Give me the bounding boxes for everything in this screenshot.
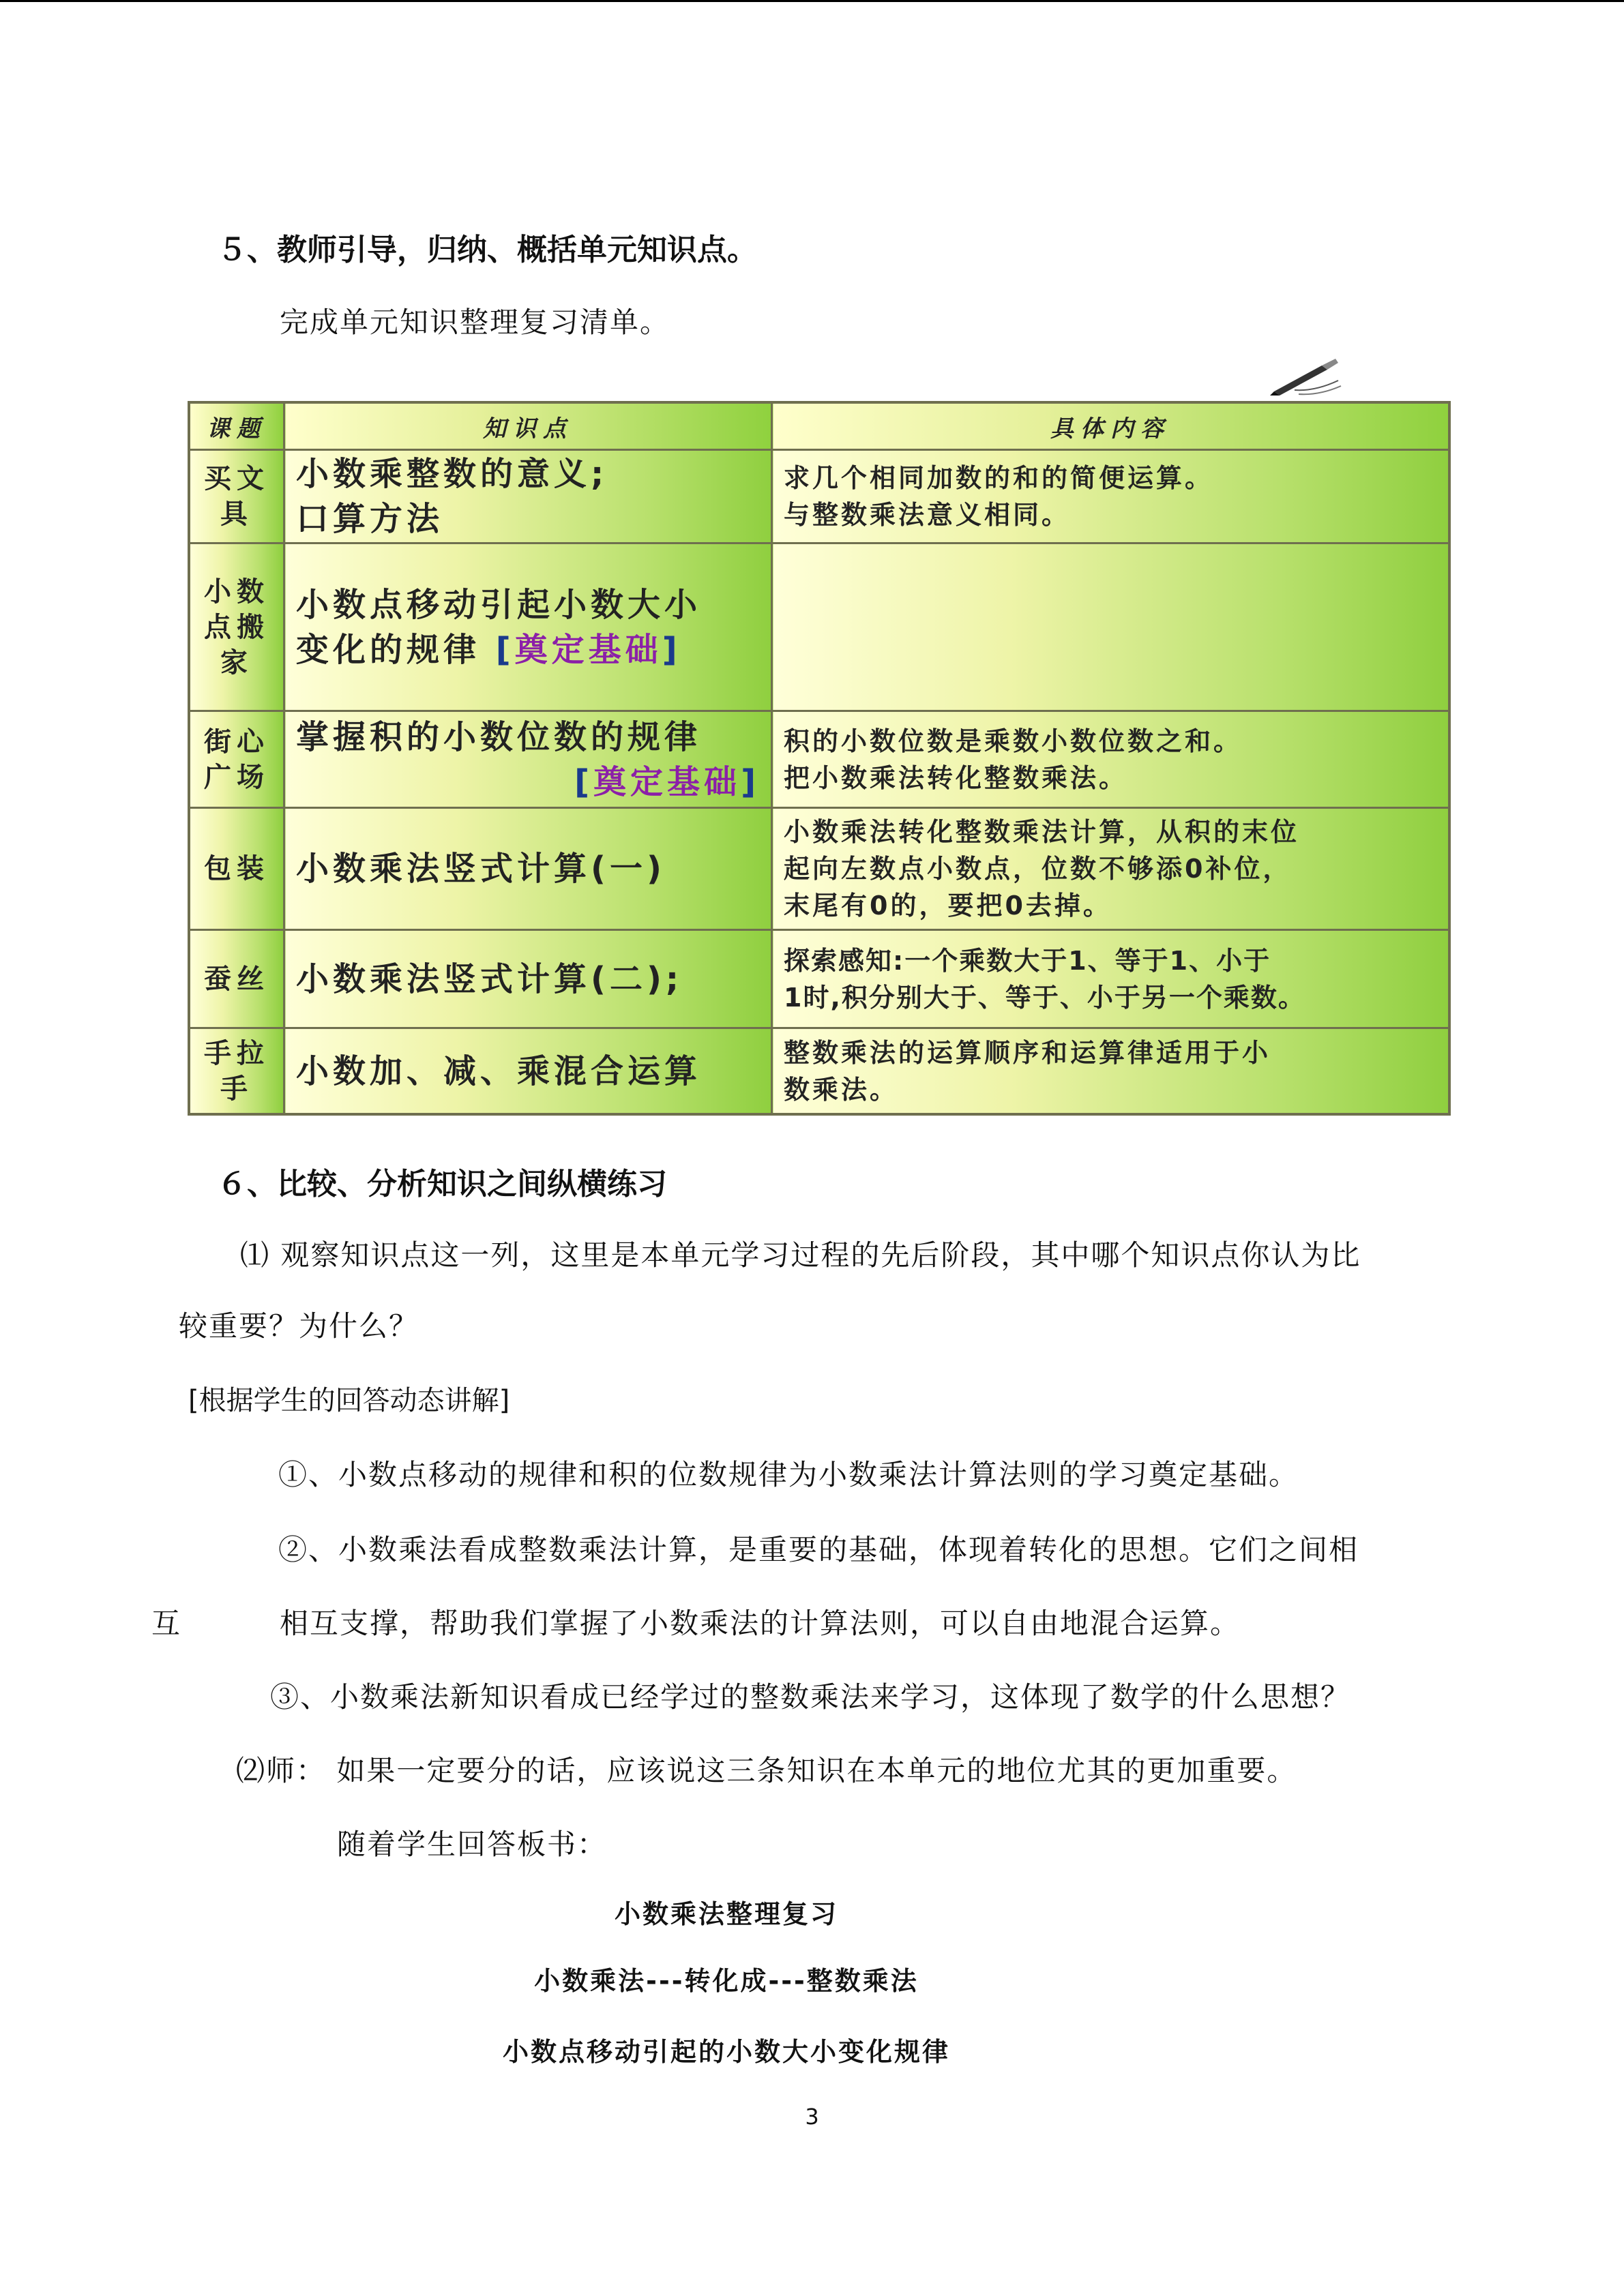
table-row — [189, 808, 1449, 930]
topic-text: 手拉手 — [204, 1037, 269, 1105]
table-row — [189, 450, 1449, 543]
bracket-close: ] — [662, 630, 681, 669]
topic-cell — [189, 930, 284, 1028]
board-title: 小数乘法整理复习 — [614, 1899, 838, 1929]
topic-text: 小数点搬家 — [204, 576, 269, 679]
topic-text: 包装 — [204, 853, 269, 885]
question2: ⑵师： 如果一定要分的话，应该说这三条知识在本单元的地位尤其的更加重要。 — [236, 1754, 1297, 1787]
table-row — [189, 711, 1449, 808]
kp-line: 掌握积的小数位数的规律 — [296, 717, 702, 756]
topic-cell — [189, 808, 284, 930]
page-number: 3 — [805, 2104, 819, 2130]
emphasis-tag: 奠定基础 — [593, 762, 741, 801]
knowledge-table — [188, 401, 1451, 1116]
kp-line: 小数乘整数的意义; — [296, 455, 608, 494]
knowledge-cell — [284, 711, 772, 808]
topic-cell — [189, 1028, 284, 1114]
point-3: ③、小数乘法新知识看成已经学过的整数乘法来学习，这体现了数学的什么思想？ — [270, 1680, 1351, 1714]
topic-cell — [189, 543, 284, 711]
page-top-rule — [0, 0, 1624, 2]
bracket-open: [ — [495, 630, 515, 669]
knowledge-cell — [284, 930, 772, 1028]
kp-line — [296, 760, 760, 805]
topic-text: 买文具 — [204, 463, 269, 531]
kp-line: 小数乘法竖式计算(二); — [296, 959, 683, 998]
table-row — [189, 1028, 1449, 1114]
question1-line1: ⑴ 观察知识点这一列，这里是本单元学习过程的先后阶段，其中哪个知识点你认为比 — [240, 1238, 1361, 1272]
content-cell — [772, 1028, 1450, 1114]
content-line: 探索感知:一个乘数大于1、等于1、小于 — [784, 945, 1271, 976]
topic-cell — [189, 450, 284, 543]
topic-cell — [189, 711, 284, 808]
pen-icon — [1267, 356, 1342, 397]
table-row — [189, 543, 1449, 711]
content-cell — [772, 450, 1450, 543]
knowledge-cell — [284, 1028, 772, 1114]
kp-line: 小数点移动引起小数大小 — [296, 585, 702, 624]
knowledge-cell — [284, 543, 772, 711]
section5-title: ５、教师引导，归纳、概括单元知识点。 — [217, 233, 757, 267]
board-line-1: 小数乘法---转化成---整数乘法 — [534, 1966, 919, 1996]
point-1: ①、小数点移动的规律和积的位数规律为小数乘法计算法则的学习奠定基础。 — [278, 1458, 1299, 1491]
content-line: 小数乘法转化整数乘法计算，从积的末位 — [784, 817, 1300, 848]
kp-line — [296, 627, 760, 672]
content-line: 整数乘法的运算顺序和运算律适用于小 — [784, 1037, 1271, 1068]
kp-line: 小数乘法竖式计算(一) — [296, 850, 666, 889]
content-line: 积的小数位数是乘数小数位数之和。 — [784, 726, 1243, 756]
content-cell — [772, 543, 1450, 711]
topic-text: 蚕丝 — [204, 963, 269, 995]
kp-line: 小数加、减、乘混合运算 — [296, 1052, 702, 1090]
point-2-line2: 相互支撑，帮助我们掌握了小数乘法的计算法则，可以自由地混合运算。 — [280, 1607, 1241, 1640]
content-line: 起向左数点小数点，位数不够添0补位， — [784, 854, 1292, 884]
question1-line2: 较重要？为什么？ — [179, 1309, 419, 1343]
content-line: 求几个相同加数的和的简便运算。 — [784, 463, 1214, 494]
content-cell — [772, 808, 1450, 930]
kp-text: 变化的规律 — [296, 630, 481, 669]
content-cell — [772, 711, 1450, 808]
section5-intro: 完成单元知识整理复习清单。 — [280, 305, 670, 339]
teaching-note: [根据学生的回答动态讲解] — [188, 1385, 510, 1416]
knowledge-cell — [284, 808, 772, 930]
content-line: 把小数乘法转化整数乘法。 — [784, 762, 1128, 793]
header-content: 具体内容 — [772, 402, 1450, 450]
bracket-open: [ — [574, 762, 594, 801]
content-line: 与整数乘法意义相同。 — [784, 500, 1071, 531]
content-line: 1时,积分别大于、等于、小于另一个乘数。 — [784, 982, 1305, 1013]
board-intro: 随着学生回答板书： — [337, 1828, 608, 1861]
point-2-line1: ②、小数乘法看成整数乘法计算，是重要的基础，体现着转化的思想。它们之间相 — [278, 1533, 1359, 1566]
table-row — [189, 930, 1449, 1028]
board-line-2: 小数点移动引起的小数大小变化规律 — [502, 2037, 950, 2067]
header-knowledge-point: 知识点 — [284, 402, 772, 450]
point-2-margin: 互 — [151, 1607, 182, 1640]
header-topic: 课题 — [189, 402, 284, 450]
knowledge-cell — [284, 450, 772, 543]
content-line: 末尾有0的，要把0去掉。 — [784, 891, 1112, 921]
kp-line: 口算方法 — [296, 500, 444, 539]
bracket-close: ] — [741, 762, 760, 801]
topic-text: 街心广场 — [204, 726, 269, 793]
content-line: 数乘法。 — [784, 1074, 899, 1105]
content-cell — [772, 930, 1450, 1028]
section6-title: ６、比较、分析知识之间纵横练习 — [217, 1167, 667, 1202]
emphasis-tag: 奠定基础 — [514, 630, 662, 669]
